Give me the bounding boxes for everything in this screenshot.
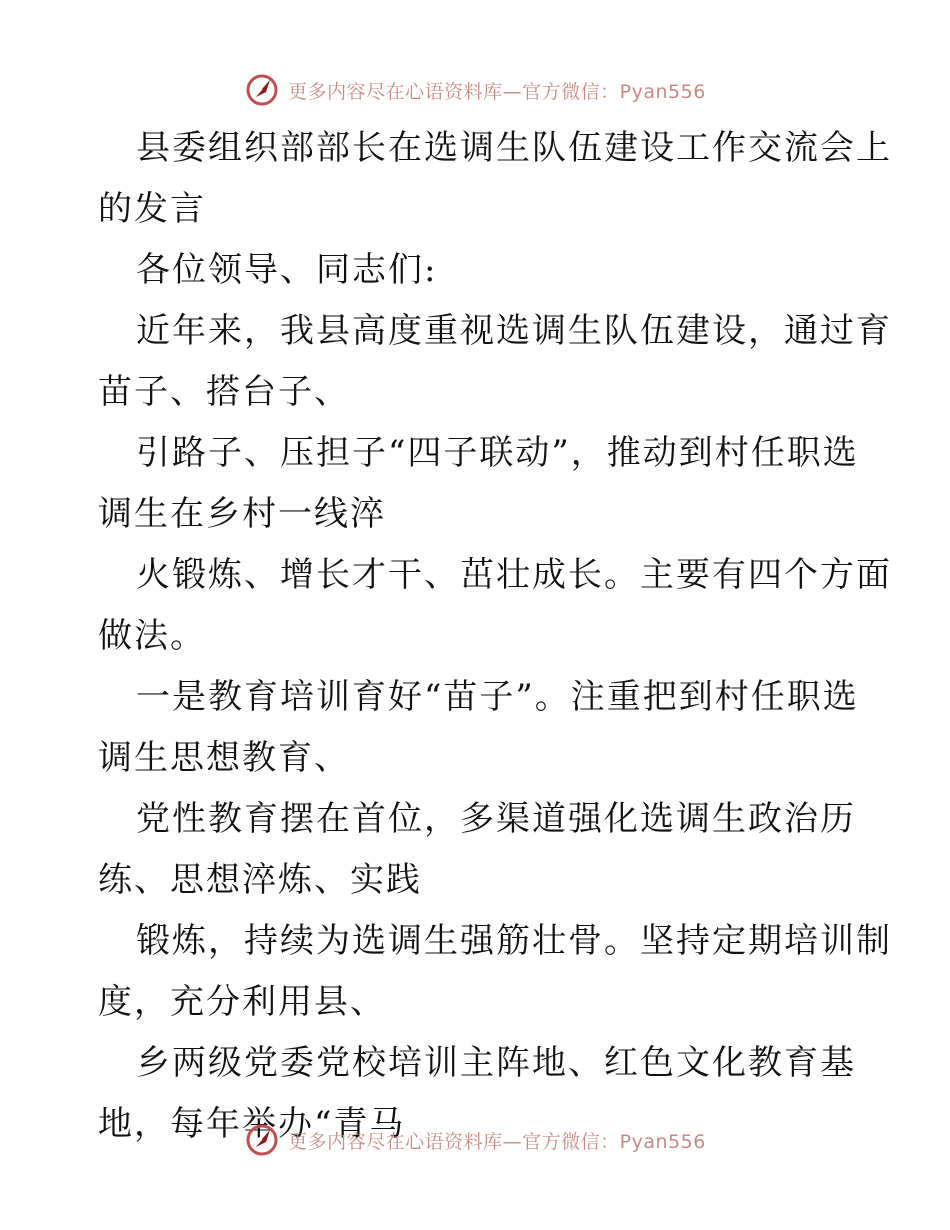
document-line: 调生在乡村一线淬	[98, 494, 386, 534]
watermark-text: 更多内容尽在心语资料库—官方微信：Pyan556	[288, 1130, 706, 1153]
document-line: 的发言	[98, 189, 206, 229]
document-line: 党性教育摆在首位，多渠道强化选调生政治历	[136, 799, 856, 839]
document-line: 做法。	[98, 616, 206, 656]
document-line: 度，充分利用县、	[98, 982, 386, 1022]
quill-logo-icon	[244, 72, 280, 108]
quill-logo-icon	[244, 1122, 280, 1158]
document-body	[98, 118, 892, 1155]
document-line: 锻炼，持续为选调生强筋壮骨。坚持定期培训制	[136, 921, 892, 961]
document-line: 火锻炼、增长才干、茁壮成长。主要有四个方面	[136, 555, 892, 595]
watermark-header	[0, 70, 950, 110]
watermark-text: 更多内容尽在心语资料库—官方微信：Pyan556	[288, 80, 706, 103]
document-line: 近年来，我县高度重视选调生队伍建设，通过育	[136, 311, 892, 351]
document-line: 苗子、搭台子、	[98, 372, 350, 412]
document-line: 乡两级党委党校培训主阵地、红色文化教育基	[136, 1043, 856, 1083]
document-line: 各位领导、同志们:	[136, 250, 438, 290]
watermark-footer	[0, 1120, 950, 1160]
document-line: 调生思想教育、	[98, 738, 350, 778]
document-line: 县委组织部部长在选调生队伍建设工作交流会上	[136, 128, 892, 168]
document-line: 地，每年举办“青马	[98, 1104, 406, 1144]
document-line: 引路子、压担子“四子联动”，推动到村任职选	[136, 433, 859, 473]
document-line: 一是教育培训育好“苗子”。注重把到村任职选	[136, 677, 859, 717]
document-line: 练、思想淬炼、实践	[98, 860, 422, 900]
